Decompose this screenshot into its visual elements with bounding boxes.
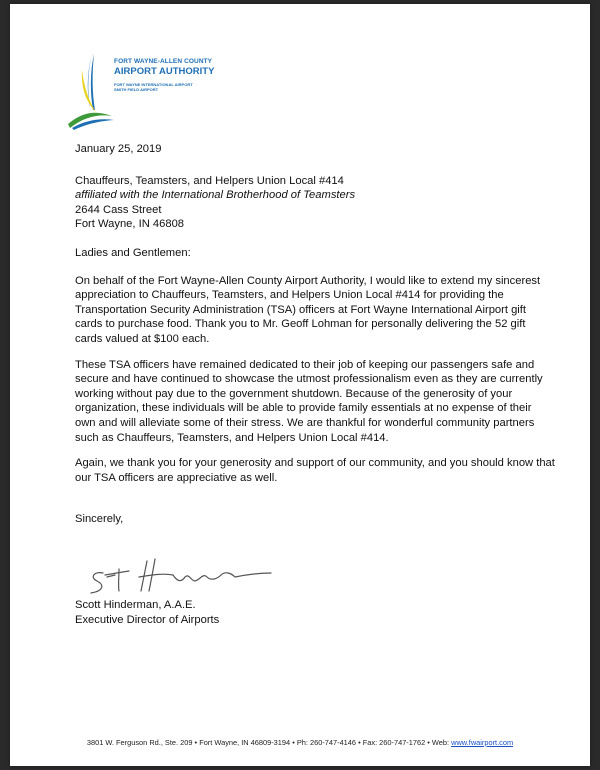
signer-title: Executive Director of Airports bbox=[75, 613, 220, 626]
footer-separator: • bbox=[194, 738, 198, 747]
airport-authority-logo bbox=[68, 50, 218, 130]
footer-website-link[interactable]: www.fwairport.com bbox=[451, 738, 514, 747]
address-affiliation: affiliated with the International Brotherhood of Teamsters bbox=[75, 189, 356, 202]
logo-sub-line2: SMITH FIELD AIRPORT bbox=[114, 87, 159, 92]
closing: Sincerely, bbox=[75, 513, 124, 526]
signature bbox=[85, 551, 275, 597]
address-street: 2644 Cass Street bbox=[75, 203, 162, 216]
paragraph-2: These TSA officers have remained dedicated to their job of keeping our passengers safe and secure and have continued to showcase the utmost professionalism even as they are currently working without pay due to the government shutdown. Because of the generosity of your organization, these individuals will be able to provide family essentials at no expense of their own and will alleviate some of their stress. We are thankful for wonderful community partners such as Chauffeurs, Teamsters, and Helpers Union Local #414. bbox=[75, 358, 543, 444]
footer-separator: • bbox=[292, 738, 295, 747]
paragraph-1: On behalf of the Fort Wayne-Allen County Airport Authority, I would like to extend my sincerest appreciation to Chauffeurs, Teamsters, and Helpers Union Local #414 for providing the Transportation Security Administration (TSA) officers at Fort Wayne International Airport gift cards to purchase food. Thank you to Mr. Geoff Lohman for personally delivering the 52 gift cards valued at $100 each. bbox=[75, 274, 541, 345]
letter-date: January 25, 2019 bbox=[75, 143, 162, 155]
salutation: Ladies and Gentlemen: bbox=[75, 246, 191, 259]
signer-name: Scott Hinderman, A.A.E. bbox=[75, 599, 196, 611]
letterhead-footer bbox=[10, 738, 590, 747]
letter-body bbox=[75, 142, 555, 527]
footer-city: Fort Wayne, IN 46809-3194 bbox=[199, 738, 291, 747]
address-city: Fort Wayne, IN 46808 bbox=[75, 218, 185, 231]
logo-org-line2: AIRPORT AUTHORITY bbox=[114, 66, 215, 77]
footer-address: 3801 W. Ferguson Rd., Ste. 209 bbox=[86, 738, 193, 747]
address-line1: Chauffeurs, Teamsters, and Helpers Union Local #414 bbox=[75, 174, 344, 187]
footer-web-label: Web: bbox=[431, 738, 450, 747]
airport-authority-logo-icon bbox=[68, 50, 114, 130]
footer-phone: Ph: 260-747-4146 bbox=[296, 738, 357, 747]
footer-fax: Fax: 260-747-1762 bbox=[362, 738, 426, 747]
paragraph-3: Again, we thank you for your generosity and support of our community, and you should know that our TSA officers are appreciative as well. bbox=[75, 457, 555, 484]
recipient-address bbox=[75, 174, 555, 232]
signer-block bbox=[75, 598, 219, 627]
footer-separator: • bbox=[358, 738, 361, 747]
footer-separator: • bbox=[427, 738, 430, 747]
logo-sub-line1: FORT WAYNE INTERNATIONAL AIRPORT bbox=[114, 82, 193, 87]
logo-org-line1: FORT WAYNE-ALLEN COUNTY bbox=[114, 58, 213, 65]
letter-page bbox=[10, 4, 590, 766]
